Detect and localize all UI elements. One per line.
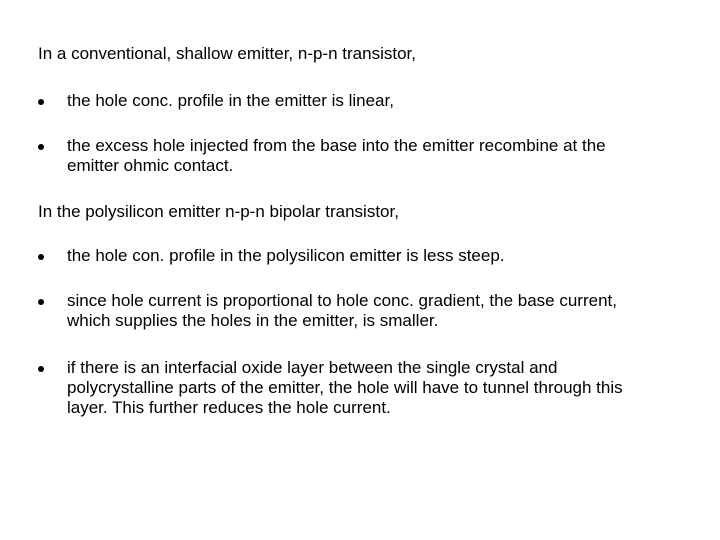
section-heading-conventional: In a conventional, shallow emitter, n-p-n transistor, [38, 44, 416, 63]
bullet-text [67, 358, 707, 418]
bullet-line: the hole con. profile in the polysilicon emitter is less steep. [67, 246, 505, 265]
bullet-line: since hole current is proportional to hole conc. gradient, the base current, [67, 291, 617, 310]
bullet-dot-icon [38, 366, 44, 372]
bullet-text [67, 246, 707, 266]
bullet-text [67, 136, 707, 176]
bullet-line: the hole conc. profile in the emitter is linear, [67, 91, 394, 110]
bullet-line: layer. This further reduces the hole current. [67, 398, 391, 417]
bullet-dot-icon [38, 299, 44, 305]
bullet-text [67, 291, 707, 331]
bullet-line: which supplies the holes in the emitter, is smaller. [67, 311, 439, 330]
bullet-line: emitter ohmic contact. [67, 156, 234, 175]
bullet-dot-icon [38, 254, 44, 260]
bullet-line: the excess hole injected from the base into the emitter recombine at the [67, 136, 606, 155]
section-heading-polysilicon: In the polysilicon emitter n-p-n bipolar transistor, [38, 202, 399, 221]
bullet-dot-icon [38, 99, 44, 105]
bullet-line: if there is an interfacial oxide layer between the single crystal and [67, 358, 558, 377]
bullet-line: polycrystalline parts of the emitter, the hole will have to tunnel through this [67, 378, 623, 397]
bullet-dot-icon [38, 144, 44, 150]
bullet-text [67, 91, 707, 111]
